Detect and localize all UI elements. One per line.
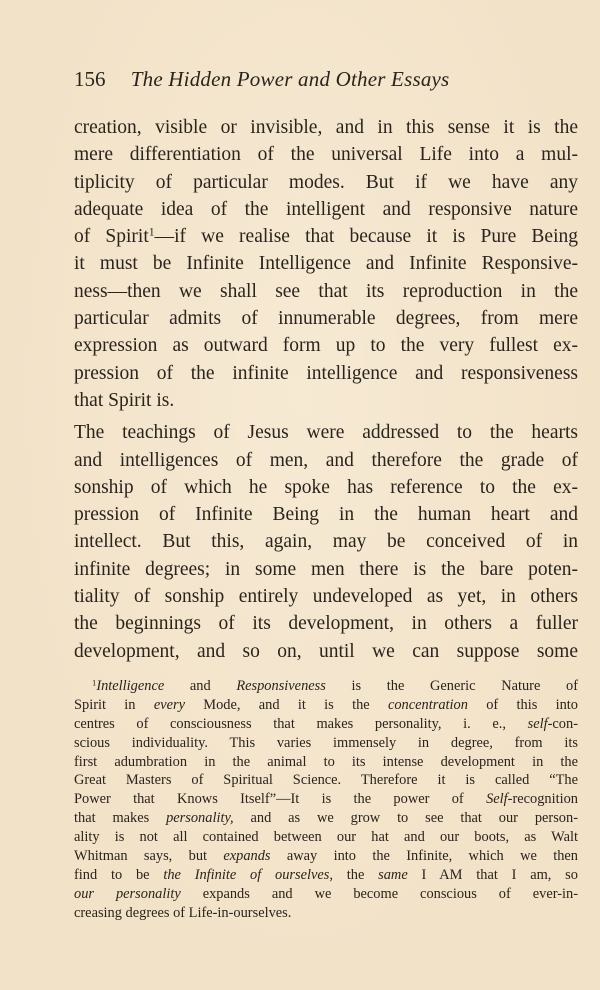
footnote-emphasis: the Infinite of ourselves,	[163, 866, 333, 883]
text-line: particular admits of innumerable degrees, from mere	[74, 308, 578, 330]
text-fragment: —if we realise that because it is Pure Being	[154, 226, 578, 248]
paragraph-1	[74, 114, 578, 414]
footnote-line: creasing degrees of Life-in-ourselves.	[74, 904, 292, 921]
page-number: 156	[74, 67, 106, 91]
text-line: sonship of which he spoke has reference to the ex-	[74, 476, 578, 498]
footnote-emphasis: expands	[223, 848, 271, 865]
footnote-line: ality is not all contained between our hat and our boots, as Walt	[74, 829, 578, 846]
text-line: pression of the infinite intelligence and responsiveness	[74, 362, 578, 384]
running-title: The Hidden Power and Other Essays	[130, 67, 450, 91]
footnote-line	[74, 790, 578, 809]
footnote-text: Power that Knows Itself”—It is the power of	[74, 791, 487, 808]
footnote-text: -recognition	[507, 791, 578, 808]
footnote-text: and as we grow to see that our person-	[233, 810, 578, 827]
footnote-line: first adumbration in the animal to its intense development in the	[74, 753, 578, 770]
footnote-line: Great Masters of Spiritual Science. Therefore it is called “The	[74, 772, 578, 789]
footnote-line	[74, 866, 578, 885]
text-line: adequate idea of the intelligent and responsive nature	[74, 198, 578, 220]
footnote	[74, 677, 578, 923]
footnote-emphasis: same	[378, 866, 408, 883]
footnote-emphasis: concentration	[387, 696, 468, 713]
footnote-text: the	[332, 866, 379, 883]
footnote-line	[74, 677, 578, 696]
text-line: tiality of sonship entirely undeveloped as yet, in others	[74, 586, 578, 608]
text-line: intellect. But this, again, may be conceived of in	[74, 531, 578, 553]
footnote-emphasis: Self	[486, 791, 508, 808]
text-line: expression as outward form up to the very fullest ex-	[74, 335, 578, 357]
page-header	[74, 64, 554, 94]
footnote-emphasis: Responsiveness	[236, 678, 326, 694]
footnote-text: of this into	[467, 696, 579, 713]
footnote-line	[74, 885, 578, 904]
footnote-line	[74, 847, 578, 866]
body-text	[74, 114, 578, 665]
text-line: tiplicity of particular modes. But if we have any	[74, 171, 578, 193]
text-line: development, and so on, until we can suppose some	[74, 640, 578, 662]
footnote-text: that makes	[74, 810, 167, 827]
text-fragment: of Spirit	[74, 226, 149, 248]
footnote-line: scious individuality. This varies immensely in degree, from its	[74, 734, 578, 751]
text-line: and intelligences of men, and therefore the grade of	[74, 449, 578, 471]
footnote-text: -con-	[547, 715, 578, 732]
footnote-text: Mode, and it is the	[184, 696, 388, 713]
footnote-text: find to be	[74, 866, 164, 883]
footnote-text: is the Generic Nature of	[325, 678, 578, 694]
footnote-emphasis: every	[153, 696, 185, 713]
text-line: The teachings of Jesus were addressed to the hearts	[74, 422, 578, 444]
text-line: that Spirit is.	[74, 389, 175, 411]
footnote-text: and	[164, 678, 237, 694]
footnote-emphasis: our personality	[74, 885, 181, 902]
text-line: mere differentiation of the universal Life into a mul-	[74, 144, 578, 166]
footnote-text: away into the Infinite, which we then	[270, 848, 578, 865]
footnote-text: expands and we become conscious of ever-in-	[180, 885, 578, 902]
text-line: creation, visible or invisible, and in this sense it is the	[74, 117, 578, 138]
paragraph-2	[74, 419, 578, 665]
text-line: it must be Infinite Intelligence and Infinite Responsive-	[74, 253, 578, 275]
footnote-text: Whitman says, but	[74, 848, 224, 865]
footnote-marker: 1	[92, 677, 97, 688]
footnote-emphasis: Intelligence	[96, 678, 165, 694]
text-line: pression of Infinite Being in the human heart and	[74, 504, 578, 526]
footnote-line	[74, 715, 578, 734]
footnote-text: Spirit in	[74, 696, 154, 713]
footnote-emphasis: self	[527, 715, 548, 732]
text-line: the beginnings of its development, in others a fuller	[74, 613, 578, 635]
footnote-reference: 1	[148, 225, 155, 239]
footnote-line	[74, 696, 578, 715]
text-line	[74, 223, 578, 250]
footnote-emphasis: personality,	[166, 810, 234, 827]
footnote-text: centres of consciousness that makes personality, i. e.,	[74, 715, 528, 732]
text-line: ness—then we shall see that its reproduction in the	[74, 280, 578, 302]
footnote-text: I AM that I am, so	[407, 866, 578, 883]
footnote-line	[74, 809, 578, 828]
text-line: infinite degrees; in some men there is the bare poten-	[74, 558, 578, 580]
